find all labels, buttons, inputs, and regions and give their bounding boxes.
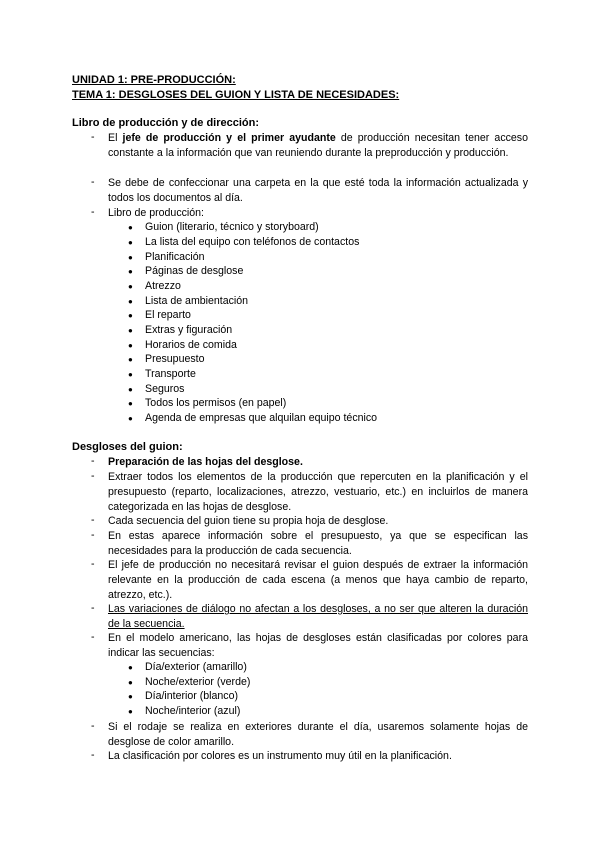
bullet: ● [128, 341, 133, 350]
p1-post: de producción necesitan tener acceso constante a la información que van reuniendo durante la preproducción y producción. [108, 132, 528, 159]
paragraph-cada-secuencia: Cada secuencia del guion tiene su propia hoja de desglose. [108, 515, 389, 527]
bullet: ● [128, 692, 133, 701]
list-item: Planificación [145, 251, 205, 263]
list-item: Transporte [145, 368, 196, 380]
dash-marker: - [91, 206, 95, 218]
unit-title: UNIDAD 1: PRE-PRODUCCIÓN: [72, 74, 236, 86]
paragraph-presupuesto: En estas aparece información sobre el presupuesto, ya que se especifican las necesidades para la producción de cada secuencia. [108, 530, 528, 557]
bullet: ● [128, 297, 133, 306]
list-item: Día/exterior (amarillo) [145, 661, 247, 673]
bullet: ● [128, 223, 133, 232]
paragraph-variaciones: Las variaciones de diálogo no afectan a los desgloses, a no ser que alteren la duración de la secuencia. [108, 603, 528, 630]
bullet: ● [128, 414, 133, 423]
dash-marker: - [91, 514, 95, 526]
p1-bold: jefe de producción y el primer ayudante [122, 132, 336, 144]
bullet: ● [128, 311, 133, 320]
paragraph-modelo-americano: En el modelo americano, las hojas de desgloses están clasificadas por colores para indicar las secuencias: [108, 632, 528, 659]
bullet: ● [128, 355, 133, 364]
bullet: ● [128, 678, 133, 687]
list-item: Todos los permisos (en papel) [145, 397, 287, 409]
paragraph-preparacion: Preparación de las hojas del desglose. [108, 456, 303, 468]
list-item: Extras y figuración [145, 324, 233, 336]
bullet: ● [128, 370, 133, 379]
list-item: Páginas de desglose [145, 265, 244, 277]
paragraph-extraer: Extraer todos los elementos de la producción que repercuten en la planificación y el presupuesto (reparto, localizaciones, atrezzo, vestuario, etc.) en incluirlos de manera categorizada en las hojas de desglose. [108, 471, 528, 513]
dash-marker: - [91, 720, 95, 732]
bullet: ● [128, 663, 133, 672]
paragraph-clasificacion: La clasificación por colores es un instrumento muy útil en la planificación. [108, 750, 452, 762]
dash-marker: - [91, 176, 95, 188]
list-item: La lista del equipo con teléfonos de contactos [145, 236, 360, 248]
list-item: Día/interior (blanco) [145, 690, 239, 702]
dash-marker: - [91, 470, 95, 482]
bullet: ● [128, 267, 133, 276]
paragraph-rodaje-exteriores: Si el rodaje se realiza en exteriores durante el día, usaremos solamente hojas de desglose de color amarillo. [108, 721, 528, 748]
list-item: Agenda de empresas que alquilan equipo técnico [145, 412, 378, 424]
dash-marker: - [91, 631, 95, 643]
paragraph-jefe-revisar: El jefe de producción no necesitará revisar el guion después de extraer la información relevante en la producción de cada escena (a menos que haya cambio de reparto, atrezzo, etc.). [108, 559, 528, 601]
list-item: El reparto [145, 309, 191, 321]
bullet: ● [128, 385, 133, 394]
list-item: Horarios de comida [145, 339, 237, 351]
list-item: Lista de ambientación [145, 295, 249, 307]
dash-marker: - [91, 455, 95, 467]
dash-marker: - [91, 602, 95, 614]
paragraph-libro-produccion: Libro de producción: [108, 207, 204, 219]
paragraph-jefe-produccion [108, 131, 528, 161]
bullet: ● [128, 399, 133, 408]
list-item: Noche/interior (azul) [145, 705, 241, 717]
list-item: Noche/exterior (verde) [145, 676, 251, 688]
list-item: Guion (literario, técnico y storyboard) [145, 221, 319, 233]
bullet: ● [128, 707, 133, 716]
dash-marker: - [91, 558, 95, 570]
list-item: Atrezzo [145, 280, 181, 292]
paragraph-carpeta: Se debe de confeccionar una carpeta en la que esté toda la información actualizada y todos los documentos al día. [108, 177, 528, 204]
bullet: ● [128, 326, 133, 335]
dash-marker: - [91, 529, 95, 541]
topic-title: TEMA 1: DESGLOSES DEL GUION Y LISTA DE NECESIDADES: [72, 89, 400, 101]
bullet: ● [128, 253, 133, 262]
bullet: ● [128, 238, 133, 247]
dash-marker: - [91, 749, 95, 761]
section-heading-libro: Libro de producción y de dirección: [72, 117, 260, 129]
p1-pre: El [108, 132, 123, 144]
section-heading-desgloses: Desgloses del guion: [72, 441, 183, 453]
dash-marker: - [91, 131, 95, 143]
list-item: Presupuesto [145, 353, 205, 365]
list-item: Seguros [145, 383, 185, 395]
bullet: ● [128, 282, 133, 291]
